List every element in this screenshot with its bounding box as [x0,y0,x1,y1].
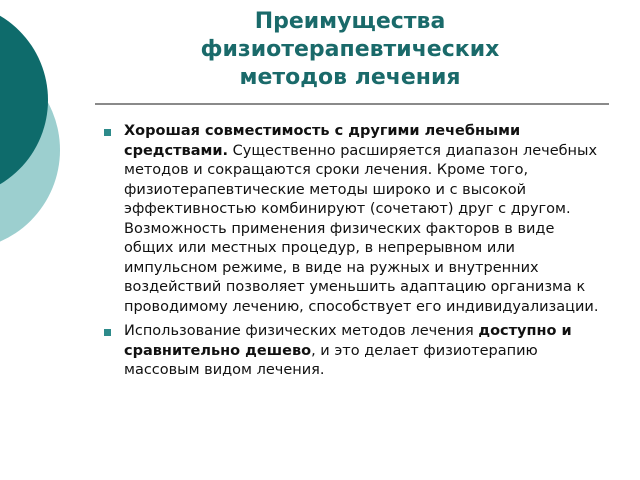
list-item [104,322,604,381]
title-line-2: физиотерапевтических [200,37,500,62]
bullet-2-bold: доступно и сравнительно дешево [124,323,572,359]
square-bullet-icon [104,329,111,336]
bullet-1-text: Существенно расширяется диапазон лечебных методов и сокращаются сроки лечения. Кроме того, физиотерапевтические методы широко и с высокой эффективностью комбинируют (сочетают) друг с другом. Возможность применения физических факторов в виде общих или местных процедур, в непрерывном или импульсном режиме, в виде на ружных и внутренних воздействий позволяет уменьшить адаптацию организма к проводимому лечению, способствует его индивидуализации. [124,142,599,315]
title-divider [95,103,609,105]
slide-title [100,8,600,92]
bullet-1-bold: Хорошая совместимость с другими лечебными средствами. [124,123,521,159]
square-bullet-icon [104,129,111,136]
bullet-2-text-before: Использование физических методов лечения [124,323,479,339]
title-line-3: методов лечения [239,65,461,90]
decorative-circles [0,0,100,260]
bullet-2-text-after: , и это делает физиотерапию массовым видом лечения. [124,342,538,378]
title-line-1: Преимущества [254,9,446,34]
list-item [104,122,604,317]
bullet-list [104,122,604,386]
